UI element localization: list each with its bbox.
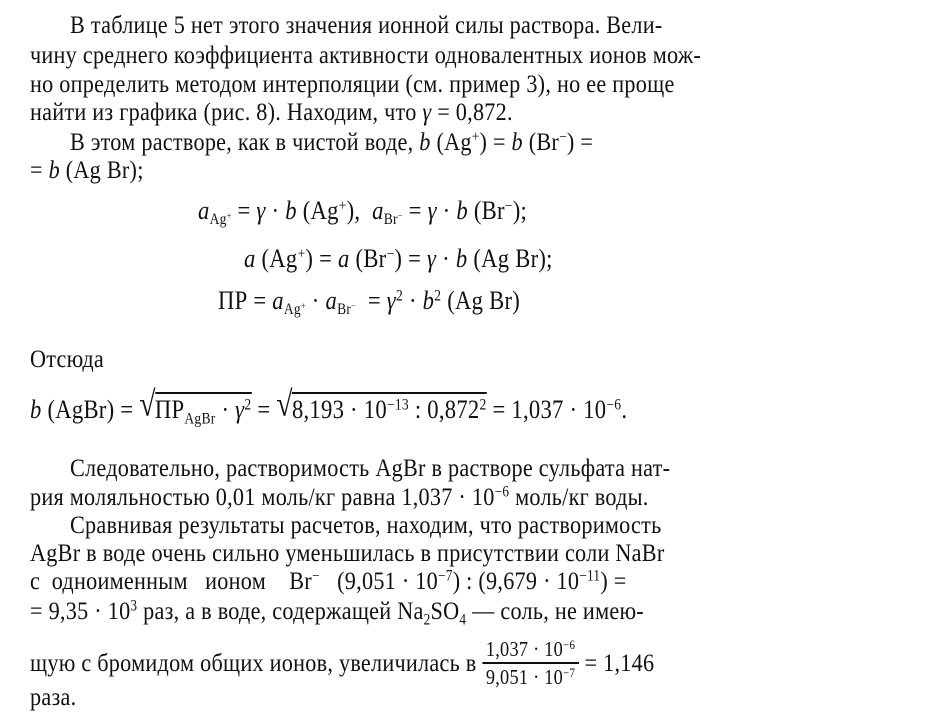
paragraph-3-line-1: Следовательно, растворимость AgBr в растворе сульфата нат- [70, 453, 671, 482]
equation-solubility-result: b (AgBr) = √ $ПР_{AgBr} \cdot \gamma^2$ = √ $8,193 \cdot 10^{-13}$ : $0,872^2 = 1,037 \cdot 10^{-6}$. [30, 385, 628, 428]
paragraph-2-line-2: = b (Ag Br); [30, 155, 144, 184]
paragraph-4-line-6: раза. [30, 682, 77, 711]
paragraph-3-line-2: рия моляльностью 0,01 моль/кг равна $1,037 \cdot 10^{-6}$ моль/кг воды. [30, 482, 649, 511]
fraction [482, 638, 578, 688]
paragraph-2-line-1: В этом растворе, как в чистой воде, b (Ag+) = b (Br−) = [70, 127, 594, 156]
paragraph-4-line-2: AgBr в воде очень сильно уменьшилась в присутствии соли NaBr [30, 538, 665, 567]
equation-activity-ions: $a_{Ag^+} = \gamma \cdot b$ (Ag+), $a_{Br^-} = \gamma \cdot b$ (Br−); [198, 196, 528, 229]
paragraph-4-line-4: = $9,35 \cdot 10^3$ раз, а в воде, содержащей $Na_2SO_4$ — соль, не имею- [30, 596, 644, 629]
text-otsyuda: Отсюда [30, 344, 104, 373]
paragraph-1-line-2: чину среднего коэффициента активности одновалентных ионов мож- [30, 40, 702, 69]
sqrt-1: √ $ПР_{AgBr} \cdot \gamma^2$ [139, 385, 252, 428]
fraction-result: = 1,146 [584, 647, 655, 677]
paragraph-4-line-1: Сравнивая результаты расчетов, находим, что растворимость [70, 510, 662, 539]
paragraph-1-line-4: найти из графика (рис. 8). Находим, что γ = 0,872. [30, 97, 513, 126]
equation-solubility-product: ПР = $a_{Ag^+} \cdot a_{Br^-} = \gamma^2 \cdot b^2$ (Ag Br) [218, 286, 521, 319]
equation-activity-equal: a (Ag+) = a (Br−) = γ · b (Ag Br); [244, 244, 553, 273]
sqrt-2: √ $8,193 \cdot 10^{-13}$ : 0,872$^2$ [276, 385, 487, 424]
paragraph-4-line-5 [30, 637, 655, 690]
fraction-denominator: $9,051 \cdot 10^{-7}$ [485, 665, 576, 689]
paragraph-1-line-1: В таблице 5 нет этого значения ионной силы раствора. Вели- [70, 10, 663, 39]
paragraph-4-line-3: с одноименным ионом Br− $(9,051 \cdot 10^{-7})$ : $(9,679 \cdot 10^{-11})$ = [30, 566, 627, 595]
text-line-14: щую с бромидом общих ионов, увеличилась в [30, 647, 477, 677]
fraction-numerator: $1,037 \cdot 10^{-6}$ [482, 638, 578, 664]
paragraph-1-line-3: но определить методом интерполяции (см. пример 3), но ее проще [30, 69, 675, 98]
